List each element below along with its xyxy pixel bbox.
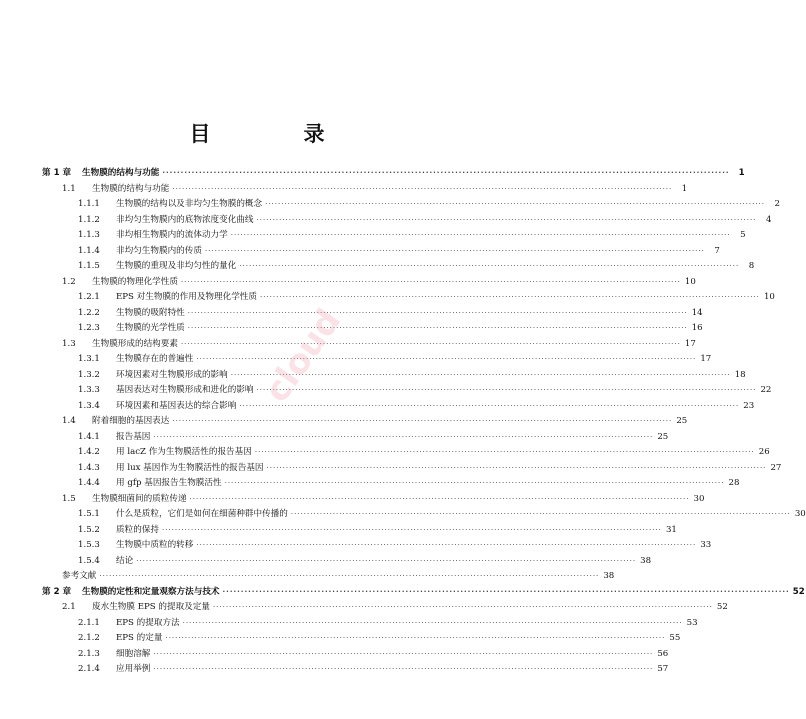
- toc-entry[interactable]: [0, 321, 703, 336]
- dot-leader: [257, 383, 757, 398]
- dot-leader: [99, 569, 599, 584]
- toc-entry-page-number: 23: [743, 400, 755, 411]
- toc-entry-title: 生物膜形成的结构要素: [92, 338, 178, 349]
- svg-text:cloud: cloud: [256, 301, 350, 410]
- toc-entry[interactable]: [0, 461, 782, 476]
- dot-leader: [172, 414, 672, 429]
- toc-entry-title: 生物膜的物理化学性质: [92, 276, 178, 287]
- toc-entry-page-number: 38: [640, 555, 652, 566]
- toc-entry[interactable]: [0, 244, 720, 259]
- toc-entry-number: 1.1: [62, 183, 76, 194]
- toc-entry[interactable]: [0, 523, 677, 538]
- toc-entry-page-number: 17: [700, 354, 712, 364]
- toc-entry-page-number: 1: [738, 168, 745, 178]
- toc-entry-page-number: 26: [758, 447, 770, 457]
- toc-entry[interactable]: [0, 228, 746, 243]
- toc-entry-title: 参考文献: [62, 571, 97, 581]
- toc-entry-number: 1.5.2: [78, 524, 100, 535]
- toc-entry[interactable]: [0, 569, 615, 584]
- toc-entry-number: 1.2.3: [78, 323, 100, 333]
- toc-entry-title: 用 lux 基因作为生物膜活性的报告基因: [116, 462, 264, 473]
- toc-entry-page-number: 53: [686, 617, 698, 628]
- toc-entry-page-number: 18: [734, 369, 746, 380]
- toc-entry-page-number: 38: [603, 571, 615, 581]
- toc-entry[interactable]: [0, 352, 712, 367]
- toc-entry-page-number: 14: [691, 307, 703, 318]
- toc-entry-title: 附着细胞的基因表达: [92, 416, 170, 426]
- toc-entry-number: 1.4: [62, 416, 76, 426]
- toc-entry-page-number: 22: [760, 385, 772, 395]
- toc-entry-number: 1.2: [62, 276, 76, 287]
- toc-entry-number: 1.1.5: [78, 261, 100, 271]
- toc-entry-title: 非均匀生物膜内的底物浓度变化曲线: [116, 214, 254, 225]
- toc-entry-page-number: 25: [676, 416, 688, 426]
- toc-entry-number: 1.1.3: [78, 230, 100, 240]
- toc-entry-page-number: 30: [794, 509, 806, 519]
- toc-entry-title: 生物膜的重现及非均匀性的量化: [116, 261, 237, 271]
- toc-entry[interactable]: [0, 290, 775, 305]
- toc-entry-number: 1.4.3: [78, 462, 100, 473]
- toc-entry-title: 细胞溶解: [116, 648, 151, 659]
- toc-entry-page-number: 7: [714, 245, 720, 256]
- toc-entry-title: EPS 的定量: [116, 633, 163, 643]
- toc-entry-title: 生物膜的结构以及非均匀生物膜的概念: [116, 199, 263, 209]
- toc-entry-number: 2.1.3: [78, 648, 100, 659]
- dot-leader: [291, 507, 791, 522]
- toc-entry[interactable]: [0, 476, 740, 491]
- toc-entry[interactable]: [0, 554, 652, 569]
- toc-entry-page-number: 8: [748, 261, 755, 271]
- toc-entry-title: 应用举例: [116, 664, 151, 674]
- toc-entry-number: 1.1.1: [78, 199, 100, 209]
- toc-entry-title: 生物膜的吸附特性: [116, 307, 185, 318]
- toc-entry[interactable]: [0, 399, 755, 414]
- toc-entry[interactable]: [0, 492, 705, 507]
- toc-entry[interactable]: [0, 507, 806, 522]
- toc-entry-title: 非均相生物膜内的流体动力学: [116, 230, 228, 240]
- dot-leader: [239, 399, 739, 414]
- toc-entry-page-number: 10: [763, 292, 775, 302]
- dot-leader: [257, 213, 757, 228]
- toc-entry-page-number: 52: [792, 586, 805, 597]
- toc-entry-number: 1.4.2: [78, 447, 100, 457]
- dot-leader: [162, 166, 729, 181]
- toc-entry[interactable]: [0, 430, 669, 445]
- dot-leader: [213, 600, 713, 615]
- toc-entry-number: 2.1.1: [78, 617, 100, 628]
- dot-leader: [225, 476, 725, 491]
- toc-entry-title: 结论: [116, 555, 134, 566]
- dot-leader: [255, 445, 755, 460]
- dot-leader: [205, 244, 705, 259]
- toc-entry-page-number: 16: [691, 323, 703, 333]
- toc-entry[interactable]: [0, 538, 712, 553]
- toc-entry[interactable]: [0, 259, 755, 274]
- toc-entry-title: 什么是质粒，它们是如何在细菌种群中传播的: [116, 509, 288, 519]
- toc-entry[interactable]: [0, 662, 669, 677]
- toc-entry[interactable]: [0, 383, 772, 398]
- toc-entry-title: 生物膜存在的普遍性: [116, 354, 194, 364]
- toc-entry-title: 环境因素对生物膜形成的影响: [116, 369, 228, 380]
- dot-leader: [153, 430, 653, 445]
- toc-entry-title: 生物膜的光学性质: [116, 323, 185, 333]
- toc-entry[interactable]: [0, 414, 688, 429]
- toc-entry-number: 1.1.4: [78, 245, 100, 256]
- toc-entry[interactable]: [0, 275, 696, 290]
- toc-entry-page-number: 33: [700, 540, 712, 550]
- toc-entry-number: 1.2.1: [78, 292, 100, 302]
- toc-entry-page-number: 55: [669, 633, 681, 643]
- toc-entry[interactable]: [0, 616, 698, 631]
- dot-leader: [162, 523, 662, 538]
- dot-leader: [190, 492, 690, 507]
- toc-entry-title: 用 gfp 基因报告生物膜活性: [116, 478, 222, 488]
- toc-entry-page-number: 25: [657, 431, 669, 442]
- dot-leader: [267, 461, 767, 476]
- toc-entry-number: 1.4.1: [78, 431, 100, 442]
- toc-entry-number: 1.2.2: [78, 307, 100, 318]
- dot-leader: [265, 197, 765, 212]
- toc-entry[interactable]: [0, 182, 688, 197]
- toc-entry-title: EPS 的提取方法: [116, 617, 180, 628]
- toc-entry-title: 非均匀生物膜内的传质: [116, 245, 202, 256]
- toc-entry-number: 2.1: [62, 602, 76, 612]
- toc-entry-title: 报告基因: [116, 431, 151, 442]
- toc-entry-page-number: 1: [681, 183, 688, 194]
- toc-entry-title: 生物膜的定性和定量观察方法与技术: [82, 586, 220, 597]
- toc-entry-number: 1.1.2: [78, 214, 100, 225]
- toc-entry-number: 1.4.4: [78, 478, 100, 488]
- toc-entry-page-number: 17: [684, 338, 696, 349]
- toc-entry-title: 生物膜的结构与功能: [82, 168, 160, 178]
- toc-entry-title: 环境因素和基因表达的综合影响: [116, 400, 237, 411]
- dot-leader: [188, 321, 688, 336]
- toc-entry-number: 1.5.3: [78, 540, 100, 550]
- toc-entry[interactable]: [0, 166, 745, 181]
- toc-entry-title: 基因表达对生物膜形成和进化的影响: [116, 385, 254, 395]
- toc-entry-number: 1.3.4: [78, 400, 100, 411]
- toc-entry-title: EPS 对生物膜的作用及物理化学性质: [116, 292, 257, 302]
- toc-entry-number: 1.5.1: [78, 509, 100, 519]
- toc-entry-number: 1.3.1: [78, 354, 100, 364]
- toc-entry-title: 质粒的保持: [116, 524, 159, 535]
- toc-entry-page-number: 5: [740, 230, 746, 240]
- dot-leader: [223, 585, 790, 600]
- toc-entry-number: 2.1.4: [78, 664, 100, 674]
- toc-entry-page-number: 30: [693, 493, 705, 504]
- toc-entry[interactable]: [0, 368, 746, 383]
- toc-entry[interactable]: [0, 631, 681, 646]
- toc-entry-page-number: 57: [657, 664, 669, 674]
- dot-leader: [165, 631, 665, 646]
- dot-leader: [231, 228, 731, 243]
- toc-entry[interactable]: [0, 306, 703, 321]
- dot-leader: [153, 662, 653, 677]
- dot-leader: [181, 275, 681, 290]
- toc-entry-number: 1.5.4: [78, 555, 100, 566]
- dot-leader: [239, 259, 739, 274]
- toc-entry-page-number: 28: [728, 478, 740, 488]
- toc-entry-page-number: 4: [765, 214, 772, 225]
- dot-leader: [181, 337, 681, 352]
- toc-entry-title: 生物膜细菌间的质粒传递: [92, 493, 187, 504]
- dot-leader: [153, 647, 653, 662]
- toc-entry-number: 1.3: [62, 338, 76, 349]
- toc-entry[interactable]: [0, 197, 780, 212]
- toc-entry-number: 第 2 章: [42, 586, 72, 597]
- dot-leader: [172, 182, 672, 197]
- toc-entry-number: 2.1.2: [78, 633, 100, 643]
- toc-entry-number: 第 1 章: [42, 168, 72, 178]
- dot-leader: [260, 290, 760, 305]
- toc-entry-page-number: 10: [684, 276, 696, 287]
- toc-entry[interactable]: [0, 213, 772, 228]
- toc-entry-page-number: 27: [770, 462, 782, 473]
- dot-leader: [188, 306, 688, 321]
- page-title: 目 录: [189, 122, 361, 146]
- dot-leader: [136, 554, 636, 569]
- toc-entry-page-number: 56: [657, 648, 669, 659]
- toc-entry[interactable]: [0, 337, 696, 352]
- dot-leader: [196, 538, 696, 553]
- toc-entry[interactable]: [0, 445, 770, 460]
- dot-leader: [196, 352, 696, 367]
- toc-entry-number: 1.3.2: [78, 369, 100, 380]
- toc-entry-page-number: 52: [716, 602, 728, 612]
- toc-entry-title: 用 lacZ 作为生物膜活性的报告基因: [116, 447, 252, 457]
- toc-entry-page-number: 2: [774, 199, 780, 209]
- toc-entry[interactable]: [0, 600, 728, 615]
- toc-entry-title: 生物膜的结构与功能: [92, 183, 170, 194]
- toc-entry-page-number: 31: [665, 524, 677, 535]
- toc-entry[interactable]: [0, 585, 805, 600]
- toc-entry-number: 1.3.3: [78, 385, 100, 395]
- dot-leader: [231, 368, 731, 383]
- dot-leader: [183, 616, 683, 631]
- toc-entry[interactable]: [0, 647, 669, 662]
- toc-entry-title: 生物膜中质粒的转移: [116, 540, 194, 550]
- toc-entry-title: 废水生物膜 EPS 的提取及定量: [92, 602, 210, 612]
- toc-entry-number: 1.5: [62, 493, 76, 504]
